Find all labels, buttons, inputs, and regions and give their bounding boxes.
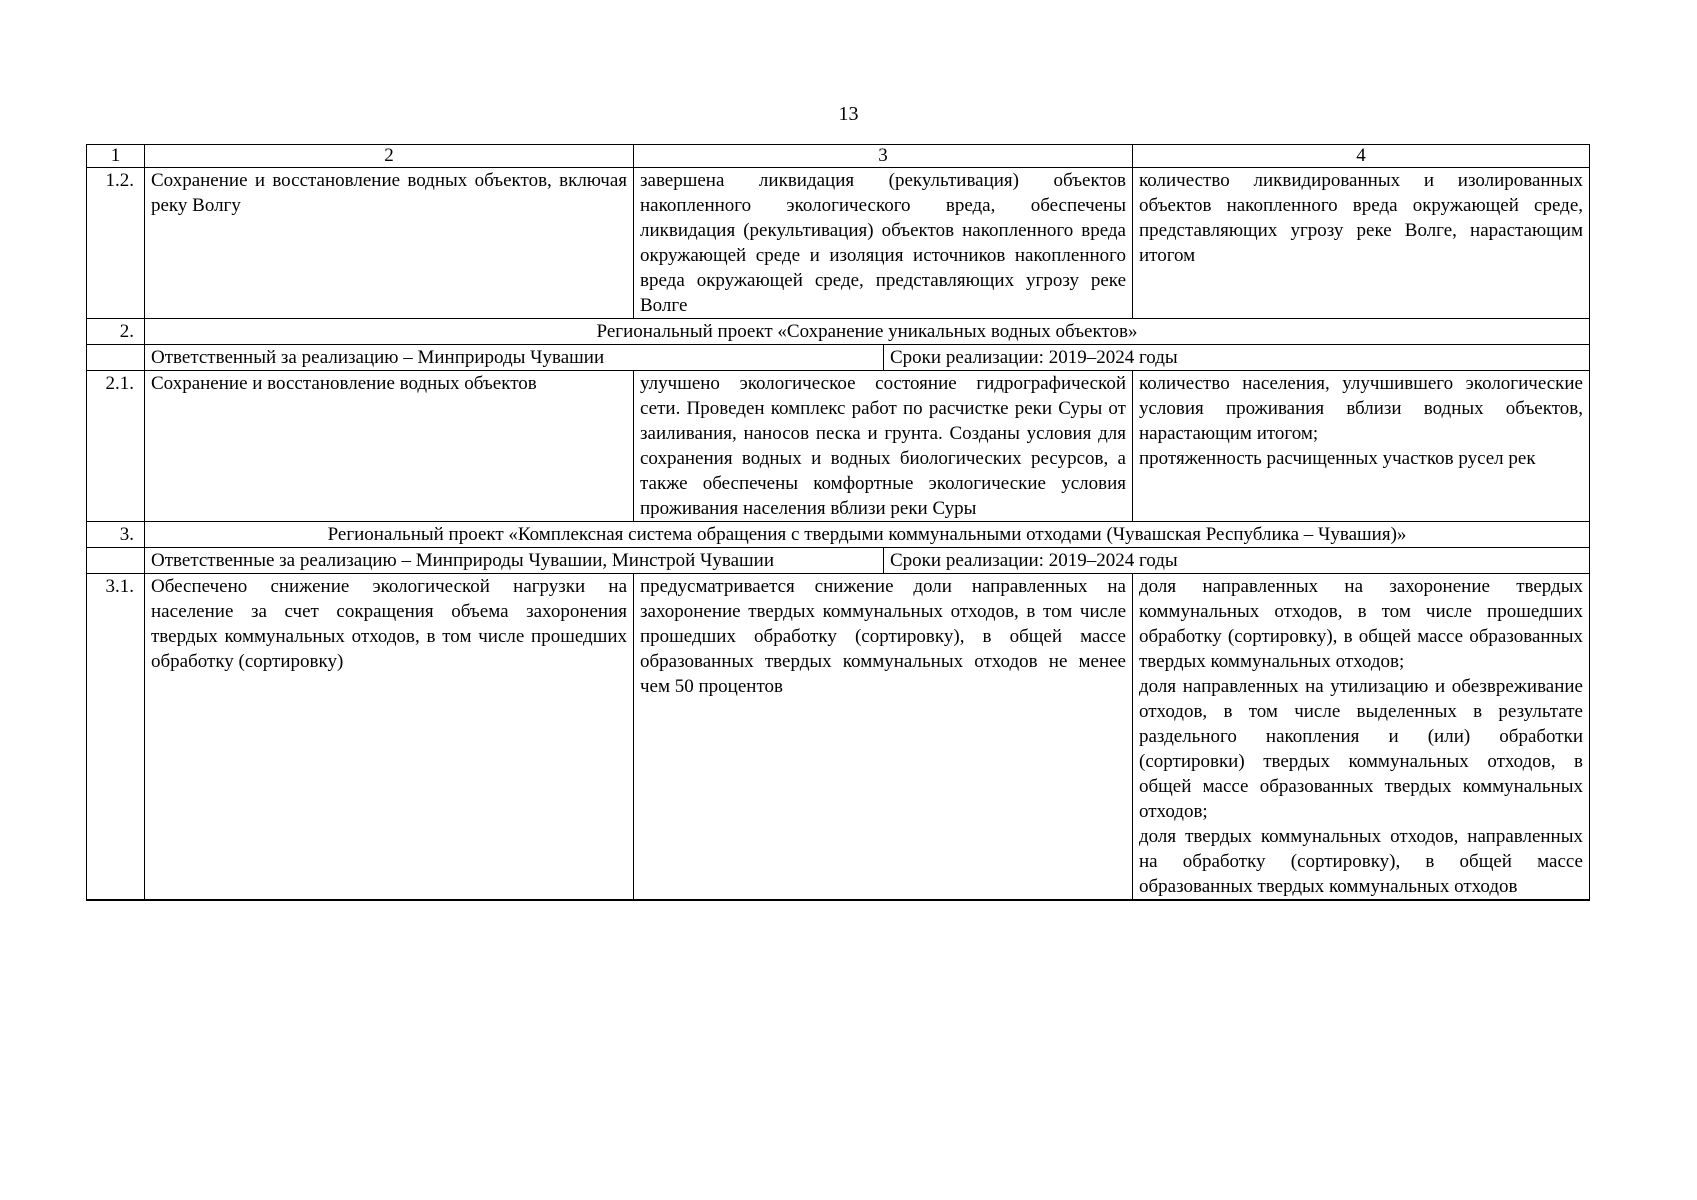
measure-name: Сохранение и восстановление водных объектов <box>145 371 634 522</box>
project-2-title-row <box>87 319 1590 345</box>
responsible-executor: Ответственный за реализацию – Минприроды Чувашии <box>145 345 884 371</box>
project-3-title-row <box>87 522 1590 548</box>
measure-name: Обеспечено снижение экологической нагрузки на население за счет сокращения объема захоронения твердых коммунальных отходов, в том числе прошедших обработку (сортировку) <box>145 574 634 901</box>
indicator: доля направленных на захоронение твердых коммунальных отходов, в том числе прошедших обработку (сортировку), в общей массе образованных твердых коммунальных отходов; доля направленных на утилизацию и обезвреживание отходов, в том числе выделенных в результате раздельного накопления и (или) обработки (сортировки) твердых коммунальных отходов, в общей массе образованных твердых коммунальных отходов; доля твердых коммунальных отходов, направленных на обработку (сортировку), в общей массе образованных твердых коммунальных отходов <box>1133 574 1590 901</box>
expected-result: предусматривается снижение доли направленных на захоронение твердых коммунальных отходов, в том числе прошедших обработку (сортировку), в общей массе образованных твердых коммунальных отходов не менее чем 50 процентов <box>634 574 1133 901</box>
project-2-info-row <box>87 345 1590 371</box>
header-col-2: 2 <box>145 145 634 168</box>
measure-name: Сохранение и восстановление водных объектов, включая реку Волгу <box>145 168 634 319</box>
row-number: 1.2. <box>87 168 145 319</box>
program-table <box>86 144 1590 901</box>
table-row-1-2 <box>87 168 1590 319</box>
table-header-row <box>87 145 1590 168</box>
expected-result: улучшено экологическое состояние гидрографической сети. Проведен комплекс работ по расчистке реки Суры от заиливания, наносов песка и грунта. Созданы условия для сохранения водных и водных биологических ресурсов, а также обеспечены комфортные экологические условия проживания населения вблизи реки Суры <box>634 371 1133 522</box>
project-number: 2. <box>87 319 145 345</box>
header-col-4: 4 <box>1133 145 1590 168</box>
indicator: количество населения, улучшившего экологические условия проживания вблизи водных объектов, нарастающим итогом; протяженность расчищенных участков русел рек <box>1133 371 1590 522</box>
header-col-3: 3 <box>634 145 1133 168</box>
row-number: 2.1. <box>87 371 145 522</box>
page-number: 13 <box>838 103 859 125</box>
empty-cell <box>87 548 145 574</box>
project-title: Региональный проект «Сохранение уникальных водных объектов» <box>145 319 1590 345</box>
implementation-terms: Сроки реализации: 2019–2024 годы <box>884 548 1590 574</box>
project-3-info-row <box>87 548 1590 574</box>
implementation-terms: Сроки реализации: 2019–2024 годы <box>884 345 1590 371</box>
empty-cell <box>87 345 145 371</box>
responsible-executor: Ответственные за реализацию – Минприроды Чувашии, Минстрой Чувашии <box>145 548 884 574</box>
project-title: Региональный проект «Комплексная система обращения с твердыми коммунальными отходами (Чувашская Республика – Чувашия)» <box>145 522 1590 548</box>
project-number: 3. <box>87 522 145 548</box>
table-row-3-1 <box>87 574 1590 901</box>
row-number: 3.1. <box>87 574 145 901</box>
header-col-1: 1 <box>87 145 145 168</box>
indicator: количество ликвидированных и изолированных объектов накопленного вреда окружающей среде, представляющих угрозу реке Волге, нарастающим итогом <box>1133 168 1590 319</box>
table-row-2-1 <box>87 371 1590 522</box>
expected-result: завершена ликвидация (рекультивация) объектов накопленного экологического вреда, обеспечены ликвидация (рекультивация) объектов накопленного вреда окружающей среде и изоляция источников накопленного вреда окружающей среде, представляющих угрозу реке Волге <box>634 168 1133 319</box>
